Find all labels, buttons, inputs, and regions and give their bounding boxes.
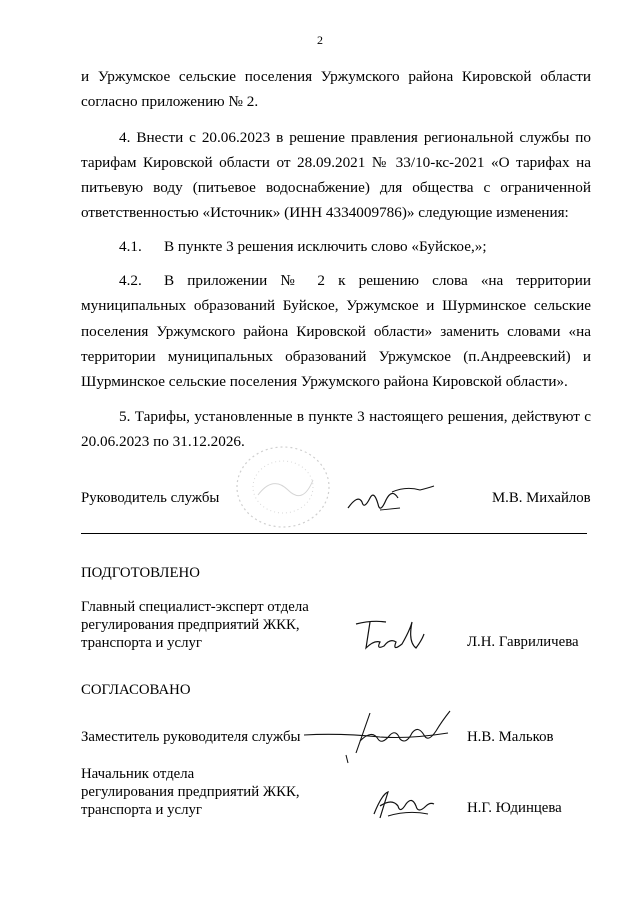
deputy-name: Н.В. Мальков [467, 729, 554, 745]
stamp-mark [228, 440, 338, 535]
paragraph-continuation: и Уржумское сельские поселения Уржумского района Кировской области согласно приложению № 2. [81, 68, 591, 111]
position-line: транспорта и услуг [81, 635, 202, 651]
item-number: 4.1. [119, 237, 142, 255]
position-line: регулирования предприятий ЖКК, [81, 617, 300, 633]
item-text: В пункте 3 решения исключить слово «Буйское,»; [164, 237, 487, 255]
prepared-position [81, 598, 309, 652]
item-text: В приложении № 2 к решению слова «на территории муниципальных образований Буйское, Уржумское и Шурминское сельские поселения Уржумского района Кировской области» заменить словами «на территории муниципальных образований Уржумское (п.Андреевский) и Шурминское сельские поселения Уржумского района Кировской области». [81, 272, 591, 391]
deputy-position: Заместитель руководителя службы [81, 729, 301, 745]
document-body [81, 64, 591, 454]
page-number: 2 [317, 33, 323, 47]
head-signature [340, 480, 440, 520]
item-number: 4.2. [119, 272, 142, 290]
prepared-signature [352, 612, 432, 657]
position-line: Главный специалист-эксперт отдела [81, 599, 309, 615]
position-line: транспорта и услуг [81, 802, 202, 818]
chief-signature [368, 784, 438, 824]
paragraph-item-4-1 [81, 234, 591, 259]
separator-line [81, 533, 587, 534]
paragraph-item-4: 4. Внести с 20.06.2023 в решение правления региональной службы по тарифам Кировской области от 28.09.2021 № 33/10-кс-2021 «О тарифах на питьевую воду (питьевое водоснабжение) для общества с ограниченной ответственностью «Источник» (ИНН 4334009786)» следующие изменения: [81, 128, 591, 222]
agreed-heading: СОГЛАСОВАНО [81, 682, 191, 698]
position-line: Начальник отдела [81, 766, 195, 782]
prepared-heading: ПОДГОТОВЛЕНО [81, 565, 200, 581]
head-name: М.В. Михайлов [492, 490, 591, 506]
paragraph-item-5: 5. Тарифы, установленные в пункте 3 настоящего решения, действуют с 20.06.2023 по 31.12.2026. [81, 407, 591, 450]
paragraph-item-4-2 [81, 268, 591, 394]
prepared-name: Л.Н. Гавриличева [467, 634, 579, 650]
head-position: Руководитель службы [81, 490, 220, 506]
chief-position [81, 765, 300, 819]
position-line: регулирования предприятий ЖКК, [81, 784, 300, 800]
chief-name: Н.Г. Юдинцева [467, 800, 562, 816]
deputy-signature [300, 705, 460, 765]
